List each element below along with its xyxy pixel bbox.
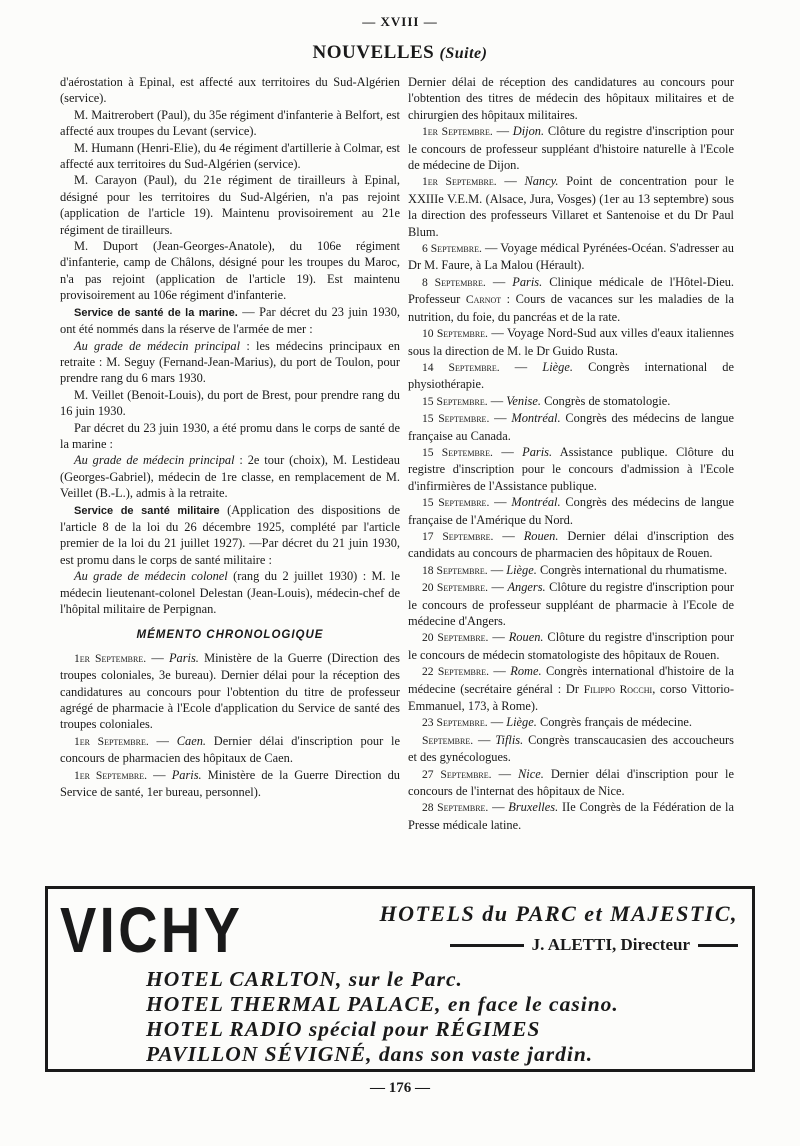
ad-line: PAVILLON SÉVIGNÉ, dans son vaste jardin. — [146, 1042, 594, 1066]
grade-label: Au grade de médecin principal — [74, 453, 235, 468]
section-title: Service de santé militaire — [74, 504, 220, 517]
entry-text: Ministère de la Guerre (Direction des troupes coloniales, 3e bureau). Dernier délai pour la réception des candidatures au concours pour l'obtention du titre de professeur agrégé de pharmacie à l'Ecole d'application du Service de santé des troupes coloniales. — [60, 650, 401, 732]
paragraph — [60, 304, 400, 338]
entry-date: 10 Septembre. — [422, 327, 488, 341]
memento-entry: 15 Septembre. — Venise. Congrès de stomatologie. — [422, 393, 671, 408]
divider — [698, 944, 738, 947]
memento-entry: 1er Septembre. — Nancy. Point de concentration pour le XXIIIe V.E.M. (Alsace, Jura, Vosges) (1er au 13 septembre) sous la direction des professeurs Villaret et Santenoise et du Dr Paul Blum. — [408, 174, 734, 239]
divider — [450, 944, 524, 947]
entry-text: Congrès international d'histoire de la médecine (secrétaire général : Dr — [408, 664, 734, 696]
ad-line: HOTEL THERMAL PALACE, en face le casino. — [146, 992, 619, 1016]
paragraph — [60, 452, 400, 501]
entry-city: Caen. — [176, 733, 206, 748]
entry-date: 17 Septembre. — [422, 529, 494, 543]
entry-date: 1er Septembre. — [422, 125, 493, 139]
ad-director: J. ALETTI, Directeur — [531, 935, 690, 954]
page-heading — [0, 42, 800, 64]
entry-city: Paris. — [512, 274, 543, 289]
page-folio: — XVIII — — [362, 14, 438, 29]
paragraph: Dernier délai de réception des candidatures au concours pour l'obtention des titres de médecin des hôpitaux militaires et de chirurgien des hôpitaux militaires. — [408, 75, 734, 122]
entry-text: Congrès international du rhumatisme. — [536, 562, 728, 577]
entry-date: 20 Septembre. — [422, 631, 489, 645]
entry-city: Montréal. — [511, 411, 561, 426]
memento-entry: 22 Septembre. — Rome. Congrès international d'histoire de la médecine (secrétaire général : Dr Filippo Rocchi, corso Vittorio-Emmanuel, 173, à Rome). — [408, 664, 734, 714]
entry-city: Paris. — [168, 650, 199, 665]
ad-brand: VICHY — [60, 894, 244, 966]
entry-text: Dernier délai d'inscription des candidats au concours de pharmacien des hôpitaux de Rouen. — [408, 528, 734, 561]
left-column — [60, 74, 400, 800]
entry-city: Liège. — [506, 562, 537, 577]
memento-entry: Septembre. — Tiflis. Congrès transcaucasien des accoucheurs et des gynécologues. — [408, 732, 734, 765]
entry-text: Ministère de la Guerre Direction du Service de santé, 1er bureau, personnel). — [60, 767, 401, 800]
entry-city: Paris. — [522, 444, 553, 459]
entry-city: Angers. — [507, 580, 546, 595]
paragraph — [60, 568, 400, 617]
entry-date: 1er Septembre. — [74, 734, 149, 748]
entry-text: IIe Congrès de la Fédération de la Presse médicale latine. — [408, 800, 734, 832]
ad-hotels: HOTELS du PARC et MAJESTIC, — [379, 901, 738, 926]
entry-text: Congrès transcaucasien des accoucheurs et des gynécologues. — [408, 732, 734, 765]
entry-city: Dijon. — [512, 124, 545, 139]
paragraph-text: — Par décret du 23 juin 1930, ont été nommés dans la réserve de l'armée de mer : — [60, 304, 401, 337]
entry-text: Dernier délai d'inscription pour le concours de l'internat des hôpitaux de Nice. — [408, 766, 734, 799]
entry-date: 28 Septembre. — [422, 801, 489, 815]
entry-city: Nancy. — [524, 174, 559, 189]
grade-label: Au grade de médecin principal — [74, 338, 241, 353]
entry-text: Congrès des médecins de langue française au Canada. — [408, 411, 734, 443]
entry-text: Congrès de stomatologie. — [540, 393, 671, 408]
entry-city: Paris. — [171, 767, 202, 782]
entry-city: Tiflis. — [495, 732, 524, 747]
memento-title: MÉMENTO CHRONOLOGIQUE — [136, 629, 324, 642]
entry-text: , corso Vittorio-Emmanuel, 173, à Rome). — [408, 681, 734, 714]
entry-date: 22 Septembre. — [422, 665, 489, 679]
heading-title: NOUVELLES — [312, 42, 435, 63]
vichy-advertisement — [45, 886, 755, 1072]
entry-text: Congrès des médecins de langue française de l'Amérique du Nord. — [408, 495, 734, 527]
entry-name: Carnot — [465, 293, 502, 307]
paragraph: M. Duport (Jean-Georges-Anatole), du 106e régiment d'infanterie, camp de Châlons, désigné pour les troupes du Maroc, n'a pas rejoint (application de l'article 19). Est maintenu provisoirement au 106e régiment d'infanterie. — [60, 239, 400, 303]
paragraph-text: : 2e tour (choix), M. Lestideau (Georges-Gabriel), médecin de 1re classe, en remplacement de M. Veillet (B.-L.), admis à la retraite. — [60, 453, 400, 501]
entry-date: 1er Septembre. — [422, 175, 497, 189]
page-number: — 176 — — [370, 1080, 430, 1096]
memento-entry: 1er Septembre. — Dijon. Clôture du registre d'inscription pour le concours de professeur suppléant d'histoire naturelle à l'Ecole de médecine de Dijon. — [408, 124, 735, 173]
memento-entry: 8 Septembre. — Paris. Clinique médicale de l'Hôtel-Dieu. Professeur Carnot : Cours de vacances sur les maladies de la nutrition, du foie, du pancréas et de la rate. — [408, 274, 734, 324]
section-title: Service de santé de la marine. — [74, 306, 238, 319]
paragraph: M. Carayon (Paul), du 21e régiment de tirailleurs à Epinal, désigné pour les territoires du Sud-Algérien, n'a pas rejoint (application de l'article 19). Maintenu provisoirement au 21e régiment de tirailleurs. — [60, 173, 400, 237]
entry-city: Rouen. — [508, 630, 544, 645]
memento-entry: 17 Septembre. — Rouen. Dernier délai d'inscription des candidats au concours de pharmacien des hôpitaux de Rouen. — [408, 528, 734, 561]
ad-director-line — [348, 935, 738, 955]
entry-text: — Voyage Nord-Sud aux villes d'eaux italiennes sous la direction de M. le Dr Guido Rusta. — [408, 326, 734, 358]
entry-text: Dernier délai d'inscription pour le concours de pharmacien des hôpitaux de Caen. — [60, 733, 400, 766]
paragraph — [60, 338, 400, 387]
entry-text: Clôture du registre d'inscription pour le concours de professeur suppléant d'histoire naturelle à l'Ecole de médecine de Dijon. — [408, 124, 735, 173]
entry-date: 1er Septembre. — [74, 651, 147, 665]
memento-entry: 1er Septembre. — Paris. Ministère de la Guerre Direction du Service de santé, 1er bureau, personnel). — [60, 767, 401, 800]
entry-city: Liège. — [506, 715, 537, 730]
memento-entry: 18 Septembre. — Liège. Congrès international du rhumatisme. — [422, 562, 728, 577]
memento-entry: 1er Septembre. — Caen. Dernier délai d'inscription pour le concours de pharmacien des hôpitaux de Caen. — [60, 733, 400, 766]
entry-city: Montréal. — [511, 495, 561, 510]
paragraph: M. Maitrerobert (Paul), du 35e régiment d'infanterie à Belfort, est affecté aux troupes du Levant (service). — [60, 107, 400, 139]
memento-entry — [408, 325, 734, 359]
heading-subtitle: (Suite) — [439, 45, 488, 62]
entry-text: Clôture du registre d'inscription pour le concours de professeur suppléant de pharmacie à l'Ecole de médecine d'Angers. — [408, 580, 734, 628]
entry-date: 8 Septembre. — [422, 275, 486, 289]
entry-text: Clôture du registre d'inscription pour le concours de médecin stomatologiste des hôpitaux de Rouen. — [408, 630, 735, 662]
paragraph: Par décret du 23 juin 1930, a été promu dans le corps de santé de la marine : — [60, 420, 400, 451]
memento-entry: 15 Septembre. — Montréal. Congrès des médecins de langue française de l'Amérique du Nord. — [408, 495, 734, 527]
entry-date: 14 Septembre. — [422, 360, 500, 374]
entry-text: Clinique médicale de l'Hôtel-Dieu. Professeur — [408, 274, 734, 307]
paragraph-text: : les médecins principaux en retraite : M. Seguy (Fernand-Jean-Marius), du port de Toulon, pour prendre rang du 6 mars 1930. — [60, 338, 401, 386]
entry-text: Congrès français de médecine. — [536, 715, 693, 730]
ad-line: HOTEL RADIO spécial pour RÉGIMES — [146, 1017, 541, 1041]
ad-hotel-list — [146, 967, 736, 1067]
memento-entry — [408, 240, 734, 274]
right-column — [408, 74, 734, 833]
entry-date: 6 Septembre. — [422, 242, 482, 256]
entry-date: 18 Septembre. — [422, 563, 488, 577]
entry-text: — Voyage médical Pyrénées-Océan. S'adresser au Dr M. Faure, à La Malou (Hérault). — [408, 241, 734, 273]
memento-entry: 15 Septembre. — Montréal. Congrès des médecins de langue française au Canada. — [408, 411, 734, 443]
memento-entry: 23 Septembre. — Liège. Congrès français de médecine. — [422, 715, 693, 730]
entry-city: Rouen. — [523, 528, 559, 543]
entry-date: 15 Septembre. — [422, 394, 488, 408]
paragraph: M. Humann (Henri-Elie), du 4e régiment d'artillerie à Colmar, est affecté aux territoires du Sud-Algérien (service). — [60, 140, 400, 172]
grade-label: Au grade de médecin colonel — [74, 569, 228, 584]
entry-date: 1er Septembre. — [74, 768, 148, 782]
entry-text: Congrès international de physiothérapie. — [408, 359, 735, 392]
memento-entry: 28 Septembre. — Bruxelles. IIe Congrès de la Fédération de la Presse médicale latine. — [408, 800, 734, 832]
paragraph: d'aérostation à Epinal, est affecté aux territoires du Sud-Algérien (service). — [60, 75, 400, 106]
entry-city: Liège. — [542, 359, 573, 374]
entry-date: 15 Septembre. — [422, 496, 490, 510]
entry-date: 15 Septembre. — [422, 445, 493, 459]
paragraph: M. Veillet (Benoit-Louis), du port de Brest, pour prendre rang du 16 juin 1930. — [60, 387, 400, 419]
entry-city: Nice. — [518, 766, 544, 781]
paragraph — [60, 502, 400, 569]
entry-city: Venise. — [506, 393, 541, 408]
paragraph-text: (Application des dispositions de l'article 8 de la loi du 26 décembre 1925, complété par l'article premier de la loi du 21 juillet 1927). —Par décret du 21 juin 1930, est promu dans le corps de santé militaire : — [60, 502, 400, 567]
memento-entry: 20 Septembre. — Rouen. Clôture du registre d'inscription pour le concours de médecin stomatologiste des hôpitaux de Rouen. — [408, 630, 735, 662]
memento-entry: 27 Septembre. — Nice. Dernier délai d'inscription pour le concours de l'internat des hôpitaux de Nice. — [408, 766, 734, 799]
entry-text: : Cours de vacances sur les maladies de la nutrition, du foie, du pancréas et de la rate. — [408, 292, 734, 324]
memento-entry: 1er Septembre. — Paris. Ministère de la Guerre (Direction des troupes coloniales, 3e bureau). Dernier délai pour la réception des candidatures au concours pour l'obtention du titre de professeur agrégé de pharmacie à l'Ecole d'application du Service de santé des troupes coloniales. — [60, 650, 401, 732]
memento-entry: 14 Septembre. — Liège. Congrès international de physiothérapie. — [408, 359, 735, 392]
entry-name: Filippo Rocchi — [583, 682, 653, 696]
memento-entry: 20 Septembre. — Angers. Clôture du registre d'inscription pour le concours de professeur suppléant de pharmacie à l'Ecole de médecine d'Angers. — [408, 580, 734, 628]
entry-date: Septembre. — [422, 733, 474, 747]
entry-date: 27 Septembre. — [422, 767, 492, 781]
entry-date: 15 Septembre. — [422, 412, 490, 426]
memento-entry: 15 Septembre. — Paris. Assistance publique. Clôture du registre d'inscription pour le concours d'admission à l'Ecole d'infirmières de l'Assistance publique. — [408, 444, 734, 493]
entry-text: Point de concentration pour le XXIIIe V.E.M. (Alsace, Jura, Vosges) (1er au 13 septembre) sous la direction des professeurs Villaret et Santenoise et du Dr Paul Blum. — [408, 174, 734, 239]
entry-city: Bruxelles. — [508, 800, 559, 815]
entry-date: 23 Septembre. — [422, 716, 488, 730]
ad-line: HOTEL CARLTON, sur le Parc. — [146, 967, 463, 991]
entry-city: Rome. — [510, 664, 542, 679]
entry-date: 20 Septembre. — [422, 581, 489, 595]
entry-text: Assistance publique. Clôture du registre d'inscription pour le concours d'admission à l'Ecole d'infirmières de l'Assistance publique. — [408, 444, 734, 493]
paragraph-text: (rang du 2 juillet 1930) : M. le médecin lieutenant-colonel Delestan (Jean-Louis), médecin-chef de l'hôpital militaire de Perpignan. — [60, 569, 400, 616]
